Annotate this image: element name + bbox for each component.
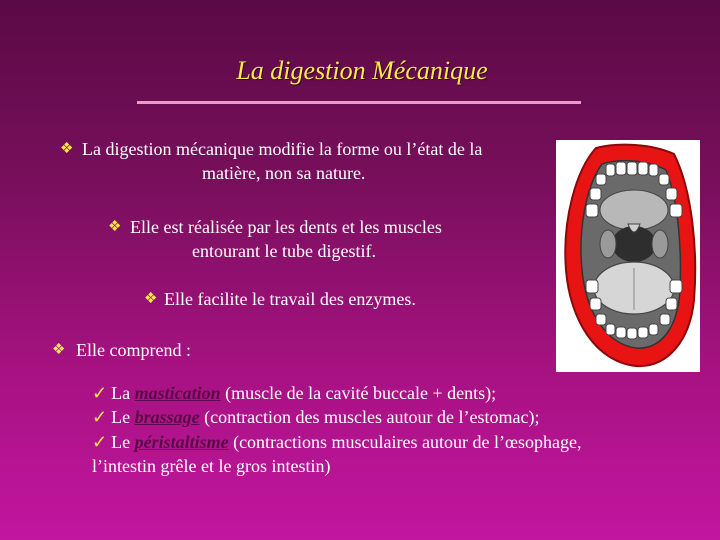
bullet-2-line-1: Elle est réalisée par les dents et les muscles [130,217,442,237]
sub-item-description: (contraction des muscles autour de l’estomac); [199,407,540,427]
diamond-bullet-icon: ❖ [52,342,66,358]
sub-item-term: mastication [134,383,221,403]
sub-item-prefix: La [111,383,135,403]
title-underline [137,101,581,104]
check-icon: ✓ [92,432,108,452]
diamond-bullet-icon: ❖ [60,141,74,157]
bullet-3: Elle facilite le travail des enzymes. [164,289,416,309]
bullet-1-line-1: La digestion mécanique modifie la forme ou l’état de la [82,139,483,159]
bullet-2-line-2: entourant le tube digestif. [192,241,376,261]
diamond-bullet-icon: ❖ [108,219,122,235]
sub-item-description: (muscle de la cavité buccale + dents); [220,383,497,403]
diamond-bullet-icon: ❖ [144,291,158,307]
check-icon: ✓ [92,407,108,427]
slide-title: La digestion Mécanique [236,56,488,85]
sub-item-continuation: l’intestin grêle et le gros intestin) [92,456,331,476]
open-mouth-illustration [556,140,700,372]
sub-item-brassage [92,406,539,429]
sub-item-description: (contractions musculaires autour de l’œsophage, [228,432,582,452]
sub-item-term: brassage [134,407,200,427]
bullet-1-line-2: matière, non sa nature. [202,163,366,183]
sub-item-mastication [92,382,496,405]
check-icon: ✓ [92,383,108,403]
sub-item-peristaltisme [92,431,581,454]
sub-item-term: péristaltisme [134,432,229,452]
sub-item-prefix: Le [111,432,135,452]
sub-item-prefix: Le [111,407,135,427]
bullet-4: Elle comprend : [76,340,191,360]
